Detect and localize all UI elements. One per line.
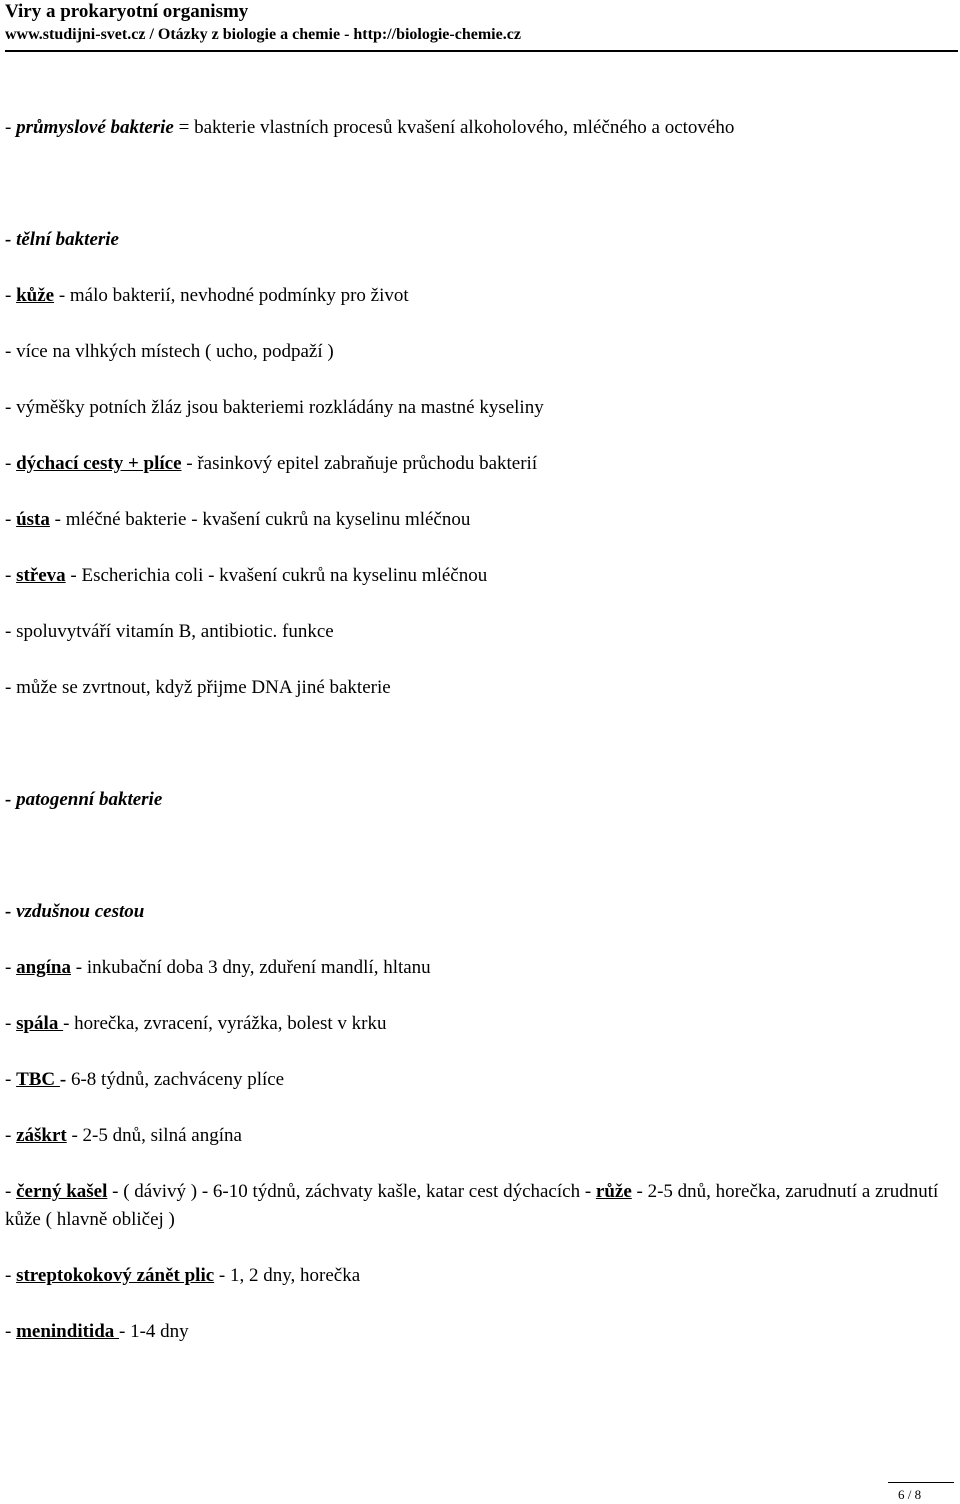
- term-pertussis: černý kašel: [16, 1181, 108, 1202]
- dash: -: [5, 117, 17, 138]
- skin-line: [5, 282, 409, 310]
- term-mouth: ústa: [16, 509, 50, 530]
- term-gut: střeva: [16, 565, 66, 586]
- mouth-line: [5, 506, 470, 534]
- definition: - inkubační doba 3 dny, zduření mandlí, hltanu: [71, 957, 431, 978]
- document-source: www.studijni-svet.cz / Otázky z biologie a chemie - http://biologie-chemie.cz: [5, 26, 521, 43]
- scarlet-fever-line: [5, 1010, 386, 1038]
- definition: - málo bakterií, nevhodné podmínky pro život: [54, 285, 409, 306]
- term-skin: kůže: [16, 285, 55, 306]
- dash: -: [5, 565, 17, 586]
- definition: 6-8 týdnů, zachváceny plíce: [66, 1069, 285, 1090]
- header-divider: [5, 50, 958, 52]
- pertussis-erysipelas-paragraph: [5, 1178, 945, 1234]
- dash: -: [5, 1181, 17, 1202]
- term-scarlet-fever: spála: [16, 1013, 64, 1034]
- definition: - Escherichia coli - kvašení cukrů na kyselinu mléčnou: [65, 565, 488, 586]
- definition: - ( dávivý ) - 6-10 týdnů, záchvaty kašle, katar cest dýchacích -: [107, 1181, 596, 1202]
- dash: -: [5, 1321, 17, 1342]
- page-number: 6 / 8: [898, 1487, 922, 1502]
- dash: -: [5, 1013, 17, 1034]
- dash: -: [5, 509, 17, 530]
- diphtheria-line: [5, 1122, 242, 1150]
- airways-line: [5, 450, 537, 478]
- term-airways: dýchací cesty + plíce: [16, 453, 182, 474]
- definition: - 2-5 dnů, silná angína: [66, 1125, 242, 1146]
- definition: - horečka, zvracení, vyrážka, bolest v krku: [63, 1013, 387, 1034]
- vitamin-line: - spoluvytváří vitamín B, antibiotic. funkce: [5, 621, 334, 642]
- term-industrial-bacteria: průmyslové bakterie: [16, 117, 174, 138]
- term-meningitis: meninditida: [16, 1321, 120, 1342]
- gut-line: [5, 562, 487, 590]
- pneumonia-line: [5, 1262, 360, 1290]
- dna-line: - může se zvrtnout, když přijme DNA jiné bakterie: [5, 677, 391, 698]
- section-heading-pathogenic: - patogenní bakterie: [5, 789, 163, 810]
- definition: - mléčné bakterie - kvašení cukrů na kyselinu mléčnou: [49, 509, 471, 530]
- bold-dash: -: [59, 1069, 67, 1090]
- definition-2: - 2-5 dnů, horečka, zarudnutí a zrudnutí kůže ( hlavně obličej ): [5, 1181, 939, 1230]
- section-heading-body-bacteria: - tělní bakterie: [5, 229, 119, 250]
- term-erysipelas: růže: [595, 1181, 632, 1202]
- term-diphtheria: záškrt: [16, 1125, 67, 1146]
- dash: -: [5, 1125, 17, 1146]
- term-pneumonia: streptokokový zánět plic: [16, 1265, 215, 1286]
- angina-line: [5, 954, 431, 982]
- dash: -: [5, 285, 17, 306]
- definition: = bakterie vlastních procesů kvašení alkoholového, mléčného a octového: [173, 117, 735, 138]
- tbc-line: [5, 1066, 284, 1094]
- meningitis-line: [5, 1318, 189, 1346]
- industrial-bacteria-line: [5, 114, 734, 142]
- dash: -: [5, 1265, 17, 1286]
- document-title: Viry a prokaryotní organismy: [5, 1, 249, 22]
- definition: - řasinkový epitel zabraňuje průchodu bakterií: [181, 453, 538, 474]
- dash: -: [5, 957, 17, 978]
- section-heading-airborne: - vzdušnou cestou: [5, 901, 145, 922]
- moist-areas-line: - více na vlhkých místech ( ucho, podpaží ): [5, 341, 334, 362]
- definition: - 1, 2 dny, horečka: [214, 1265, 361, 1286]
- footer-divider: [888, 1482, 954, 1483]
- term-angina: angína: [16, 957, 71, 978]
- term-tbc: TBC: [16, 1069, 60, 1090]
- dash: -: [5, 453, 17, 474]
- sweat-glands-line: - výměšky potních žláz jsou bakteriemi rozkládány na mastné kyseliny: [5, 397, 544, 418]
- dash: -: [5, 1069, 17, 1090]
- definition: - 1-4 dny: [119, 1321, 189, 1342]
